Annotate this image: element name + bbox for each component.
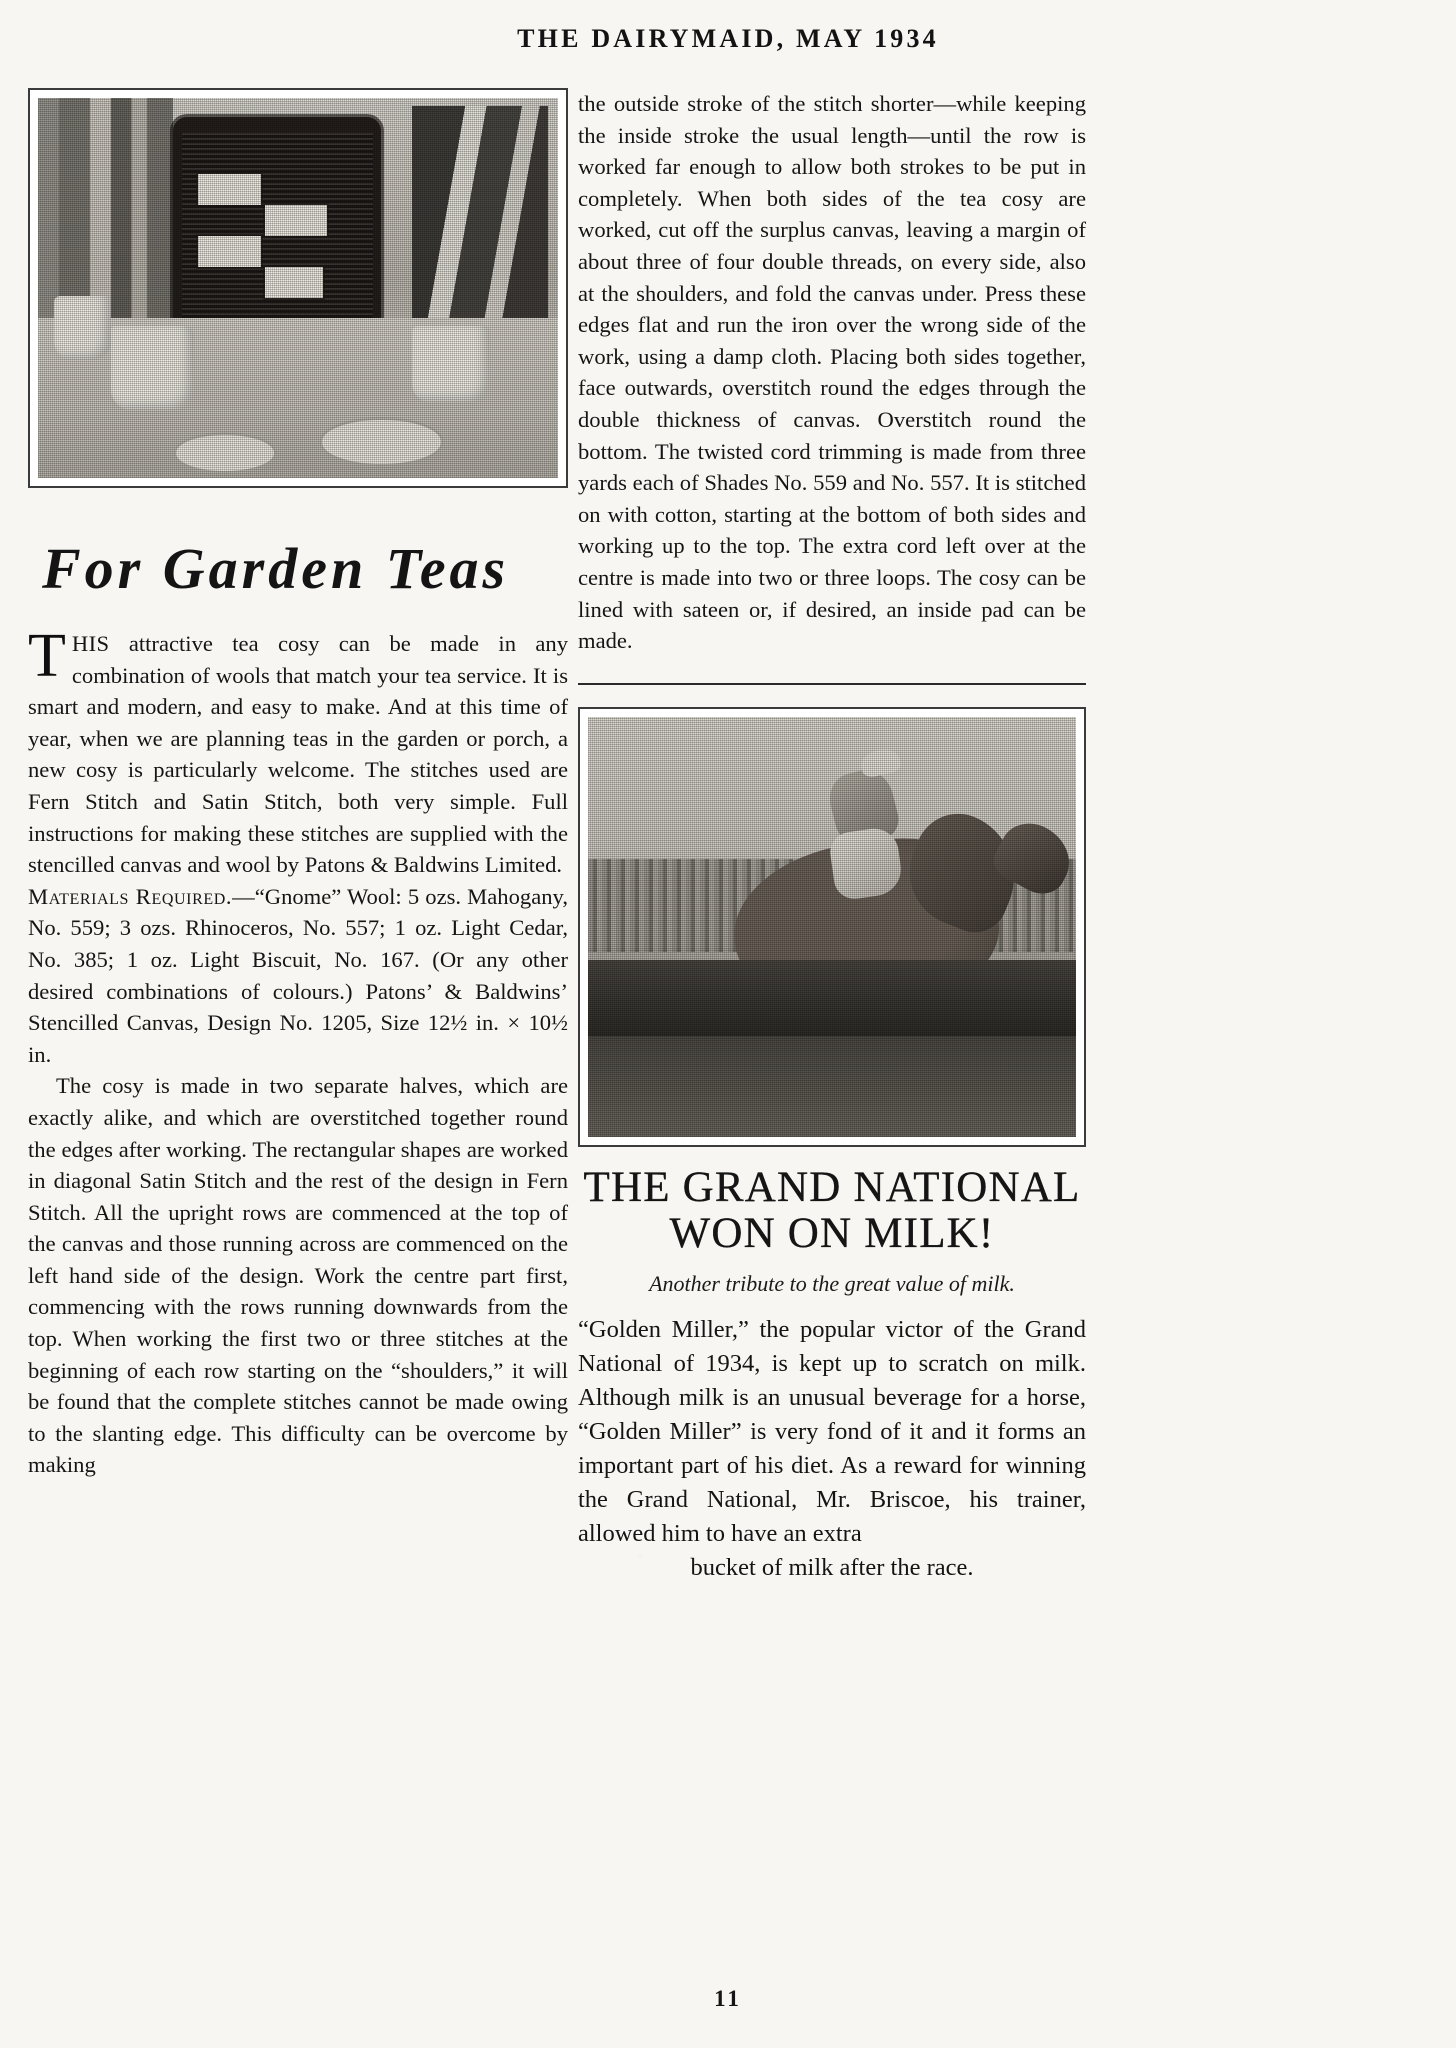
section-divider	[578, 683, 1086, 685]
article-title: For Garden Teas	[42, 536, 510, 601]
photo-ground	[588, 1036, 1076, 1137]
cosy-patch	[198, 236, 260, 267]
tribute-text: “Golden Miller,” the popular victor of the Grand National of 1934, is kept up to scratch on milk. Although milk is an unusual beverage for a horse, “Golden Miller” is very fond of it and it forms an important part of his diet. As a reward for winning the Grand National, Mr. Briscoe, his trainer, allowed him to have an extra	[578, 1315, 1086, 1547]
continued-paragraph-wrapper	[578, 88, 1086, 657]
drop-cap: T	[28, 622, 66, 690]
photo-teacup	[54, 296, 111, 361]
photo-milk-jug	[111, 326, 194, 410]
cosy-patch	[198, 174, 260, 205]
horse-photo-frame	[578, 707, 1086, 1147]
cosy-patch	[265, 205, 327, 236]
left-column-body	[28, 622, 568, 1481]
tea-cosy-photo-frame	[28, 88, 568, 488]
instructions-paragraph: The cosy is made in two separate halves, which are exactly alike, and which are overstitched together round the edges after working. The rectangular shapes are worked in diagonal Satin Stitch and the rest of the design in Fern Stitch. All the upright rows are commenced at the top of the canvas and those running across are commenced on the left hand side of the design. Work the centre part first, commencing with the rows running downwards from the top. When working the first two or three stitches at the beginning of each row starting on the “shoulders,” it will be found that the complete stitches cannot be made owing to the slanting edge. This difficulty can be overcome by making	[28, 1073, 568, 1478]
banner-subcaption: Another tribute to the great value of milk.	[649, 1270, 1015, 1296]
lead-paragraph-text: attractive tea cosy can be made in any combination of wools that match your tea service. It is smart and modern, and easy to make. And at this time of year, when we are planning teas in the garden or porch, a new cosy is particularly welcome. The stitches used are Fern Stitch and Satin Stitch, both very simple. Full instructions for making these stitches are supplied with the stencilled canvas and wool by Patons & Baldwins Limited.	[28, 631, 568, 878]
horse-photo	[588, 717, 1076, 1137]
materials-text: —“Gnome” Wool: 5 ozs. Mahogany, No. 559; 3 ozs. Rhinoceros, No. 557; 1 oz. Light Cedar, No. 385; 1 oz. Light Biscuit, No. 167. (Or any other desired combinations of colours.) Patons’ & Baldwins’ Stencilled Canvas, Design No. 1205, Size 12½ in. × 10½ in.	[28, 883, 568, 1067]
photo-fence	[588, 960, 1076, 1044]
banner-line-2: WON ON MILK!	[669, 1209, 995, 1257]
photo-teacup	[412, 326, 490, 402]
right-column	[578, 88, 1086, 1585]
photo-chair-back	[412, 106, 547, 342]
tea-cosy-photo	[38, 98, 558, 478]
left-column	[28, 88, 568, 1481]
materials-label: Materials Required.	[28, 883, 233, 909]
photo-saucer	[173, 432, 277, 474]
tribute-paragraph	[578, 1313, 1086, 1585]
photo-saucer	[319, 417, 444, 466]
lead-smallcaps: HIS	[71, 631, 110, 656]
tribute-last-line: bucket of milk after the race.	[690, 1553, 974, 1581]
running-head: THE DAIRYMAID, MAY 1934	[517, 24, 939, 53]
materials-paragraph	[28, 881, 568, 1071]
cosy-patch	[265, 267, 323, 298]
lead-paragraph	[28, 622, 568, 881]
continued-paragraph: the outside stroke of the stitch shorter—while keeping the inside stroke the usual length—until the row is worked far enough to allow both strokes to be put in completely. When both sides of the tea cosy are worked, cut off the surplus canvas, leaving a margin of about three of four double threads, on every side, also at the shoulders, and fold the canvas under. Press these edges flat and run the iron over the wrong side of the work, using a damp cloth. Placing both sides together, face outwards, overstitch round the edges through the double thickness of canvas. Overstitch round the bottom. The twisted cord trimming is made from three yards each of Shades No. 559 and No. 557. It is stitched on with cotton, starting at the bottom of both sides and working up to the top. The extra cord left over at the centre is made into two or three loops. The cosy can be lined with sateen or, if desired, an inside pad can be made.	[578, 91, 1086, 654]
milk-banner-heading	[578, 1165, 1086, 1257]
page-number: 11	[714, 1986, 742, 2011]
banner-line-1: THE GRAND NATIONAL	[583, 1163, 1081, 1211]
